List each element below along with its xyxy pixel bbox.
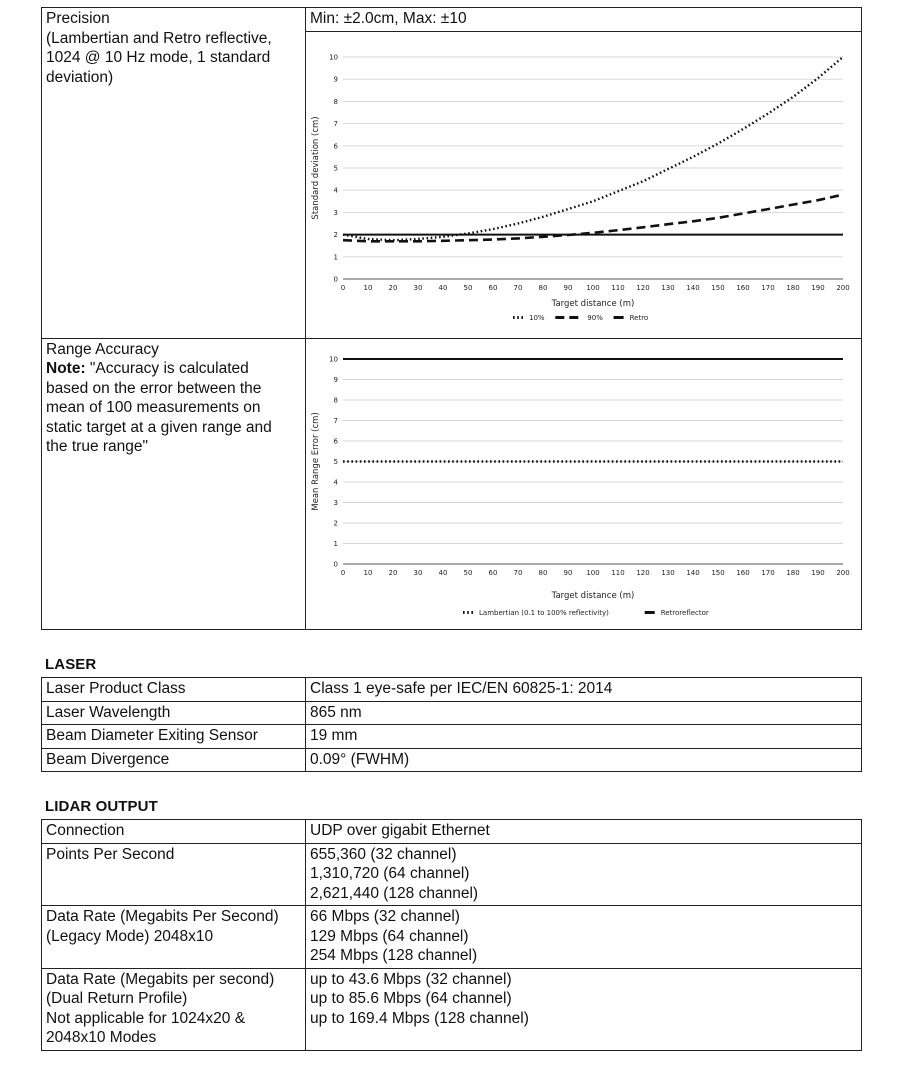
x-tick-label: 0 (340, 283, 346, 292)
y-tick-label: 5 (333, 457, 338, 466)
x-tick-label: 150 (711, 568, 725, 577)
x-tick-label: 50 (463, 283, 473, 292)
range-accuracy-row (42, 338, 862, 629)
x-tick-label: 20 (388, 568, 398, 577)
range-accuracy-note-line: static target at a given range and (46, 418, 272, 436)
lidar-label-line: Not applicable for 1024x20 & (46, 1009, 246, 1027)
y-tick-label: 4 (333, 186, 338, 195)
y-tick-label: 8 (333, 97, 338, 106)
laser-label: Beam Diameter Exiting Sensor (42, 725, 306, 749)
x-tick-label: 200 (836, 283, 850, 292)
y-tick-label: 10 (329, 53, 338, 61)
x-tick-label: 70 (513, 568, 523, 577)
lidar-value-line: UDP over gigabit Ethernet (310, 822, 490, 839)
lidar-label (42, 906, 306, 969)
lidar-output-section-title: LIDAR OUTPUT (45, 798, 158, 815)
lidar-label (42, 968, 306, 1050)
lidar-value (306, 843, 862, 906)
y-tick-label: 0 (333, 275, 338, 283)
lidar-output-table (41, 819, 862, 1051)
x-tick-label: 30 (413, 283, 423, 292)
table-row (42, 725, 862, 749)
y-tick-label: 8 (333, 396, 338, 404)
range-accuracy-label-cell (42, 338, 306, 629)
lidar-value-line: 66 Mbps (32 channel) (310, 908, 460, 925)
lidar-value (306, 906, 862, 969)
y-tick-label: 5 (333, 164, 338, 172)
precision-chart-cell (306, 31, 862, 338)
performance-table (41, 7, 862, 630)
y-axis-title: Standard deviation (cm) (311, 115, 321, 220)
x-tick-label: 70 (513, 283, 523, 292)
x-tick-label: 200 (836, 568, 850, 577)
y-tick-label: 9 (333, 75, 338, 84)
lidar-value-line: 129 Mbps (64 channel) (310, 927, 469, 945)
x-tick-label: 180 (786, 568, 800, 577)
x-tick-label: 160 (736, 568, 750, 577)
x-tick-label: 80 (538, 283, 548, 292)
x-tick-label: 180 (786, 283, 800, 292)
x-tick-label: 100 (586, 568, 600, 577)
lidar-label (42, 843, 306, 906)
x-tick-label: 140 (686, 283, 700, 292)
x-tick-label: 110 (611, 283, 625, 292)
table-row (42, 701, 862, 725)
y-tick-label: 4 (333, 478, 338, 486)
x-tick-label: 190 (811, 283, 825, 292)
lidar-label-line: 2048x10 Modes (46, 1029, 157, 1046)
lidar-label-line: (Legacy Mode) 2048x10 (46, 927, 214, 945)
range-accuracy-note-line (46, 359, 301, 379)
precision-row (42, 8, 862, 32)
lidar-label-line: (Dual Return Profile) (46, 990, 188, 1007)
lidar-label (42, 820, 306, 844)
range-accuracy-note-line: based on the error between the (46, 379, 262, 397)
table-row (42, 748, 862, 772)
x-tick-label: 50 (463, 568, 473, 577)
y-tick-label: 9 (333, 375, 338, 384)
table-row (42, 843, 862, 906)
laser-table (41, 677, 862, 772)
y-tick-label: 2 (333, 519, 338, 527)
lidar-value-line: 655,360 (32 channel) (310, 845, 457, 863)
precision-label-line: 1024 @ 10 Hz mode, 1 standard (46, 49, 271, 66)
x-tick-label: 170 (761, 568, 775, 577)
x-tick-label: 100 (586, 283, 600, 292)
precision-label-cell (42, 8, 306, 339)
x-tick-label: 160 (736, 283, 750, 292)
x-tick-label: 90 (563, 283, 573, 292)
laser-label: Laser Product Class (42, 678, 306, 702)
note-prefix: Note: (46, 360, 86, 377)
y-tick-label: 6 (333, 437, 338, 445)
y-tick-label: 3 (333, 498, 338, 507)
x-axis-title: Target distance (m) (551, 590, 635, 601)
y-axis-title: Mean Range Error (cm) (311, 411, 321, 511)
range-accuracy-chart (306, 339, 860, 629)
laser-section-title: LASER (45, 656, 97, 673)
lidar-label-line: Points Per Second (46, 845, 175, 863)
x-tick-label: 190 (811, 568, 825, 577)
range-accuracy-title: Range Accuracy (46, 340, 159, 358)
y-tick-label: 6 (333, 141, 338, 150)
legend-label: 10% (529, 313, 545, 322)
table-row (42, 820, 862, 844)
table-row (42, 678, 862, 702)
lidar-value (306, 820, 862, 844)
y-tick-label: 0 (333, 560, 338, 568)
y-tick-label: 3 (333, 208, 338, 217)
lidar-value-line: up to 169.4 Mbps (128 channel) (310, 1009, 529, 1027)
x-tick-label: 0 (340, 568, 346, 577)
x-tick-label: 140 (686, 568, 700, 577)
x-tick-label: 40 (438, 568, 448, 577)
precision-label-line: Precision (46, 10, 110, 27)
x-tick-label: 130 (661, 283, 675, 292)
legend-label: 90% (587, 313, 603, 322)
lidar-value-line: 1,310,720 (64 channel) (310, 865, 470, 882)
x-tick-label: 80 (538, 568, 548, 577)
x-tick-label: 10 (363, 283, 373, 292)
laser-value: 865 nm (306, 701, 862, 725)
precision-value: Min: ±2.0cm, Max: ±10 (306, 8, 862, 32)
legend-label: Retroreflector (660, 608, 709, 617)
x-tick-label: 120 (636, 283, 650, 292)
y-tick-label: 1 (333, 539, 338, 548)
x-tick-label: 10 (363, 568, 373, 577)
laser-label: Laser Wavelength (42, 701, 306, 725)
precision-label-line: (Lambertian and Retro reflective, (46, 29, 272, 47)
y-tick-label: 7 (333, 119, 338, 128)
lidar-value-line: 254 Mbps (128 channel) (310, 947, 478, 964)
lidar-value-line: up to 43.6 Mbps (32 channel) (310, 970, 512, 988)
x-tick-label: 60 (488, 283, 498, 292)
y-tick-label: 1 (333, 252, 338, 261)
lidar-value (306, 968, 862, 1050)
range-accuracy-chart-cell (306, 338, 862, 629)
x-tick-label: 40 (438, 283, 448, 292)
x-tick-label: 30 (413, 568, 423, 577)
legend-label: Retro (629, 313, 649, 322)
y-tick-label: 7 (333, 416, 338, 425)
x-tick-label: 90 (563, 568, 573, 577)
precision-chart (306, 32, 860, 338)
x-tick-label: 110 (611, 568, 625, 577)
y-tick-label: 2 (333, 230, 338, 239)
table-row (42, 906, 862, 969)
laser-value: 19 mm (306, 725, 862, 749)
range-accuracy-note-line: mean of 100 measurements on (46, 399, 261, 416)
x-tick-label: 170 (761, 283, 775, 292)
x-tick-label: 120 (636, 568, 650, 577)
x-tick-label: 150 (711, 283, 725, 292)
note-text: "Accuracy is calculated (85, 360, 249, 377)
laser-label: Beam Divergence (42, 748, 306, 772)
precision-label-line: deviation) (46, 68, 114, 86)
x-tick-label: 130 (661, 568, 675, 577)
x-axis-title: Target distance (m) (551, 298, 635, 309)
range-accuracy-note-line: the true range" (46, 438, 149, 455)
x-tick-label: 20 (388, 283, 398, 292)
lidar-label-line: Data Rate (Megabits per second) (46, 970, 275, 988)
y-tick-label: 10 (329, 355, 338, 363)
legend-label: Lambertian (0.1 to 100% reflectivity) (479, 608, 609, 617)
laser-value: 0.09° (FWHM) (306, 748, 862, 772)
laser-value: Class 1 eye-safe per IEC/EN 60825-1: 2014 (306, 678, 862, 702)
lidar-value-line: 2,621,440 (128 channel) (310, 884, 479, 902)
lidar-value-line: up to 85.6 Mbps (64 channel) (310, 990, 512, 1007)
table-row (42, 968, 862, 1050)
x-tick-label: 60 (488, 568, 498, 577)
lidar-label-line: Connection (46, 822, 125, 839)
lidar-label-line: Data Rate (Megabits Per Second) (46, 908, 279, 925)
